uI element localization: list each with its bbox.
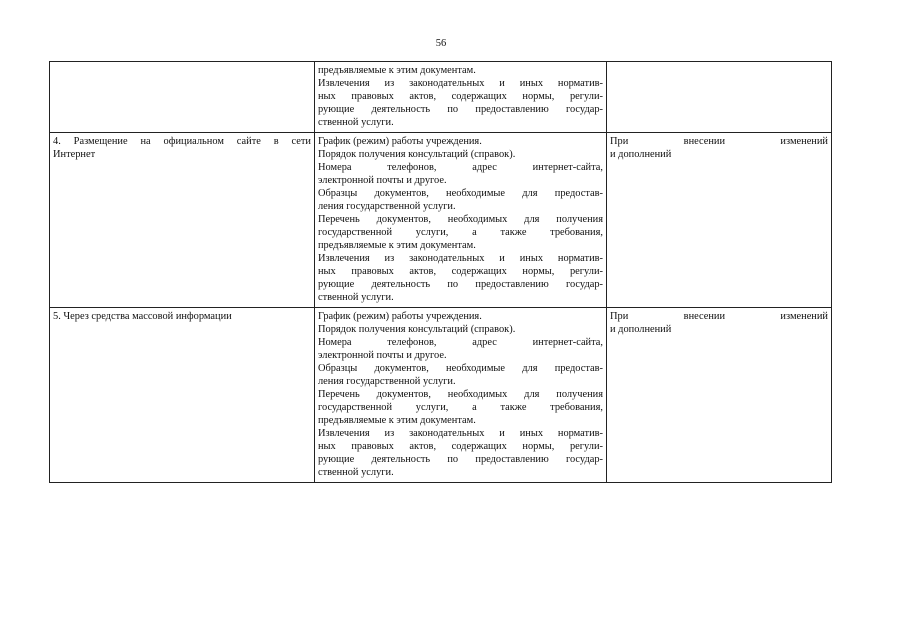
cell-text-line: Образцы документов, необходимые для предостав- <box>318 363 603 374</box>
cell-text-line: ных правовых актов, содержащих нормы, регули- <box>318 441 603 452</box>
cell-text-line: и дополнений <box>610 149 672 160</box>
page-number: 56 <box>435 38 447 49</box>
cell-text-line: рующие деятельность по предоставлению государ- <box>318 454 603 465</box>
cell-text-line: 5. Через средства массовой информации <box>53 311 232 322</box>
cell-text-line: электронной почты и другое. <box>318 175 447 186</box>
content-cell <box>315 308 607 483</box>
cell-text-line: Извлечения из законодательных и иных норматив- <box>318 253 603 264</box>
cell-text-line: График (режим) работы учреждения. <box>318 311 482 322</box>
cell-text-line: и дополнений <box>610 324 672 335</box>
cell-text-line: рующие деятельность по предоставлению государ- <box>318 279 603 290</box>
cell-text-line: Порядок получения консультаций (справок). <box>318 149 516 160</box>
content-cell <box>315 133 607 308</box>
info-table <box>49 61 832 483</box>
cell-text-line: Перечень документов, необходимых для получения <box>318 214 603 225</box>
cell-text-line: Порядок получения консультаций (справок). <box>318 324 516 335</box>
cell-text-line: Извлечения из законодательных и иных норматив- <box>318 428 603 439</box>
cell-text-line: Образцы документов, необходимые для предостав- <box>318 188 603 199</box>
cell-text-line: Интернет <box>53 149 96 160</box>
table-body <box>50 62 832 483</box>
cell-text-line: ственной услуги. <box>318 292 394 303</box>
cell-text-line: ственной услуги. <box>318 117 394 128</box>
cell-text-line: ственной услуги. <box>318 467 394 478</box>
cell-text-line: государственной услуги, а также требования, <box>318 402 603 413</box>
frequency-cell <box>607 308 832 483</box>
cell-text-line: предъявляемые к этим документам. <box>318 240 476 251</box>
content-cell <box>315 62 607 133</box>
cell-text-line: 4. Размещение на официальном сайте в сети <box>53 136 311 147</box>
cell-text-line: ных правовых актов, содержащих нормы, регули- <box>318 266 603 277</box>
cell-text-line: предъявляемые к этим документам. <box>318 65 476 76</box>
method-cell <box>50 133 315 308</box>
cell-text-line: Перечень документов, необходимых для получения <box>318 389 603 400</box>
method-cell <box>50 308 315 483</box>
cell-text-line: При внесении изменений <box>610 136 828 147</box>
method-cell <box>50 62 315 133</box>
table-row <box>50 308 832 483</box>
cell-text-line: Номера телефонов, адрес интернет-сайта, <box>318 162 603 173</box>
cell-text-line: государственной услуги, а также требования, <box>318 227 603 238</box>
cell-text-line: предъявляемые к этим документам. <box>318 415 476 426</box>
cell-text-line: ных правовых актов, содержащих нормы, регули- <box>318 91 603 102</box>
table-row <box>50 62 832 133</box>
table-row <box>50 133 832 308</box>
cell-text-line: рующие деятельность по предоставлению государ- <box>318 104 603 115</box>
cell-text-line: ления государственной услуги. <box>318 376 456 387</box>
cell-text-line: При внесении изменений <box>610 311 828 322</box>
cell-text-line: электронной почты и другое. <box>318 350 447 361</box>
cell-text-line: График (режим) работы учреждения. <box>318 136 482 147</box>
cell-text-line: Извлечения из законодательных и иных норматив- <box>318 78 603 89</box>
cell-text-line: ления государственной услуги. <box>318 201 456 212</box>
frequency-cell <box>607 133 832 308</box>
cell-text-line: Номера телефонов, адрес интернет-сайта, <box>318 337 603 348</box>
frequency-cell <box>607 62 832 133</box>
